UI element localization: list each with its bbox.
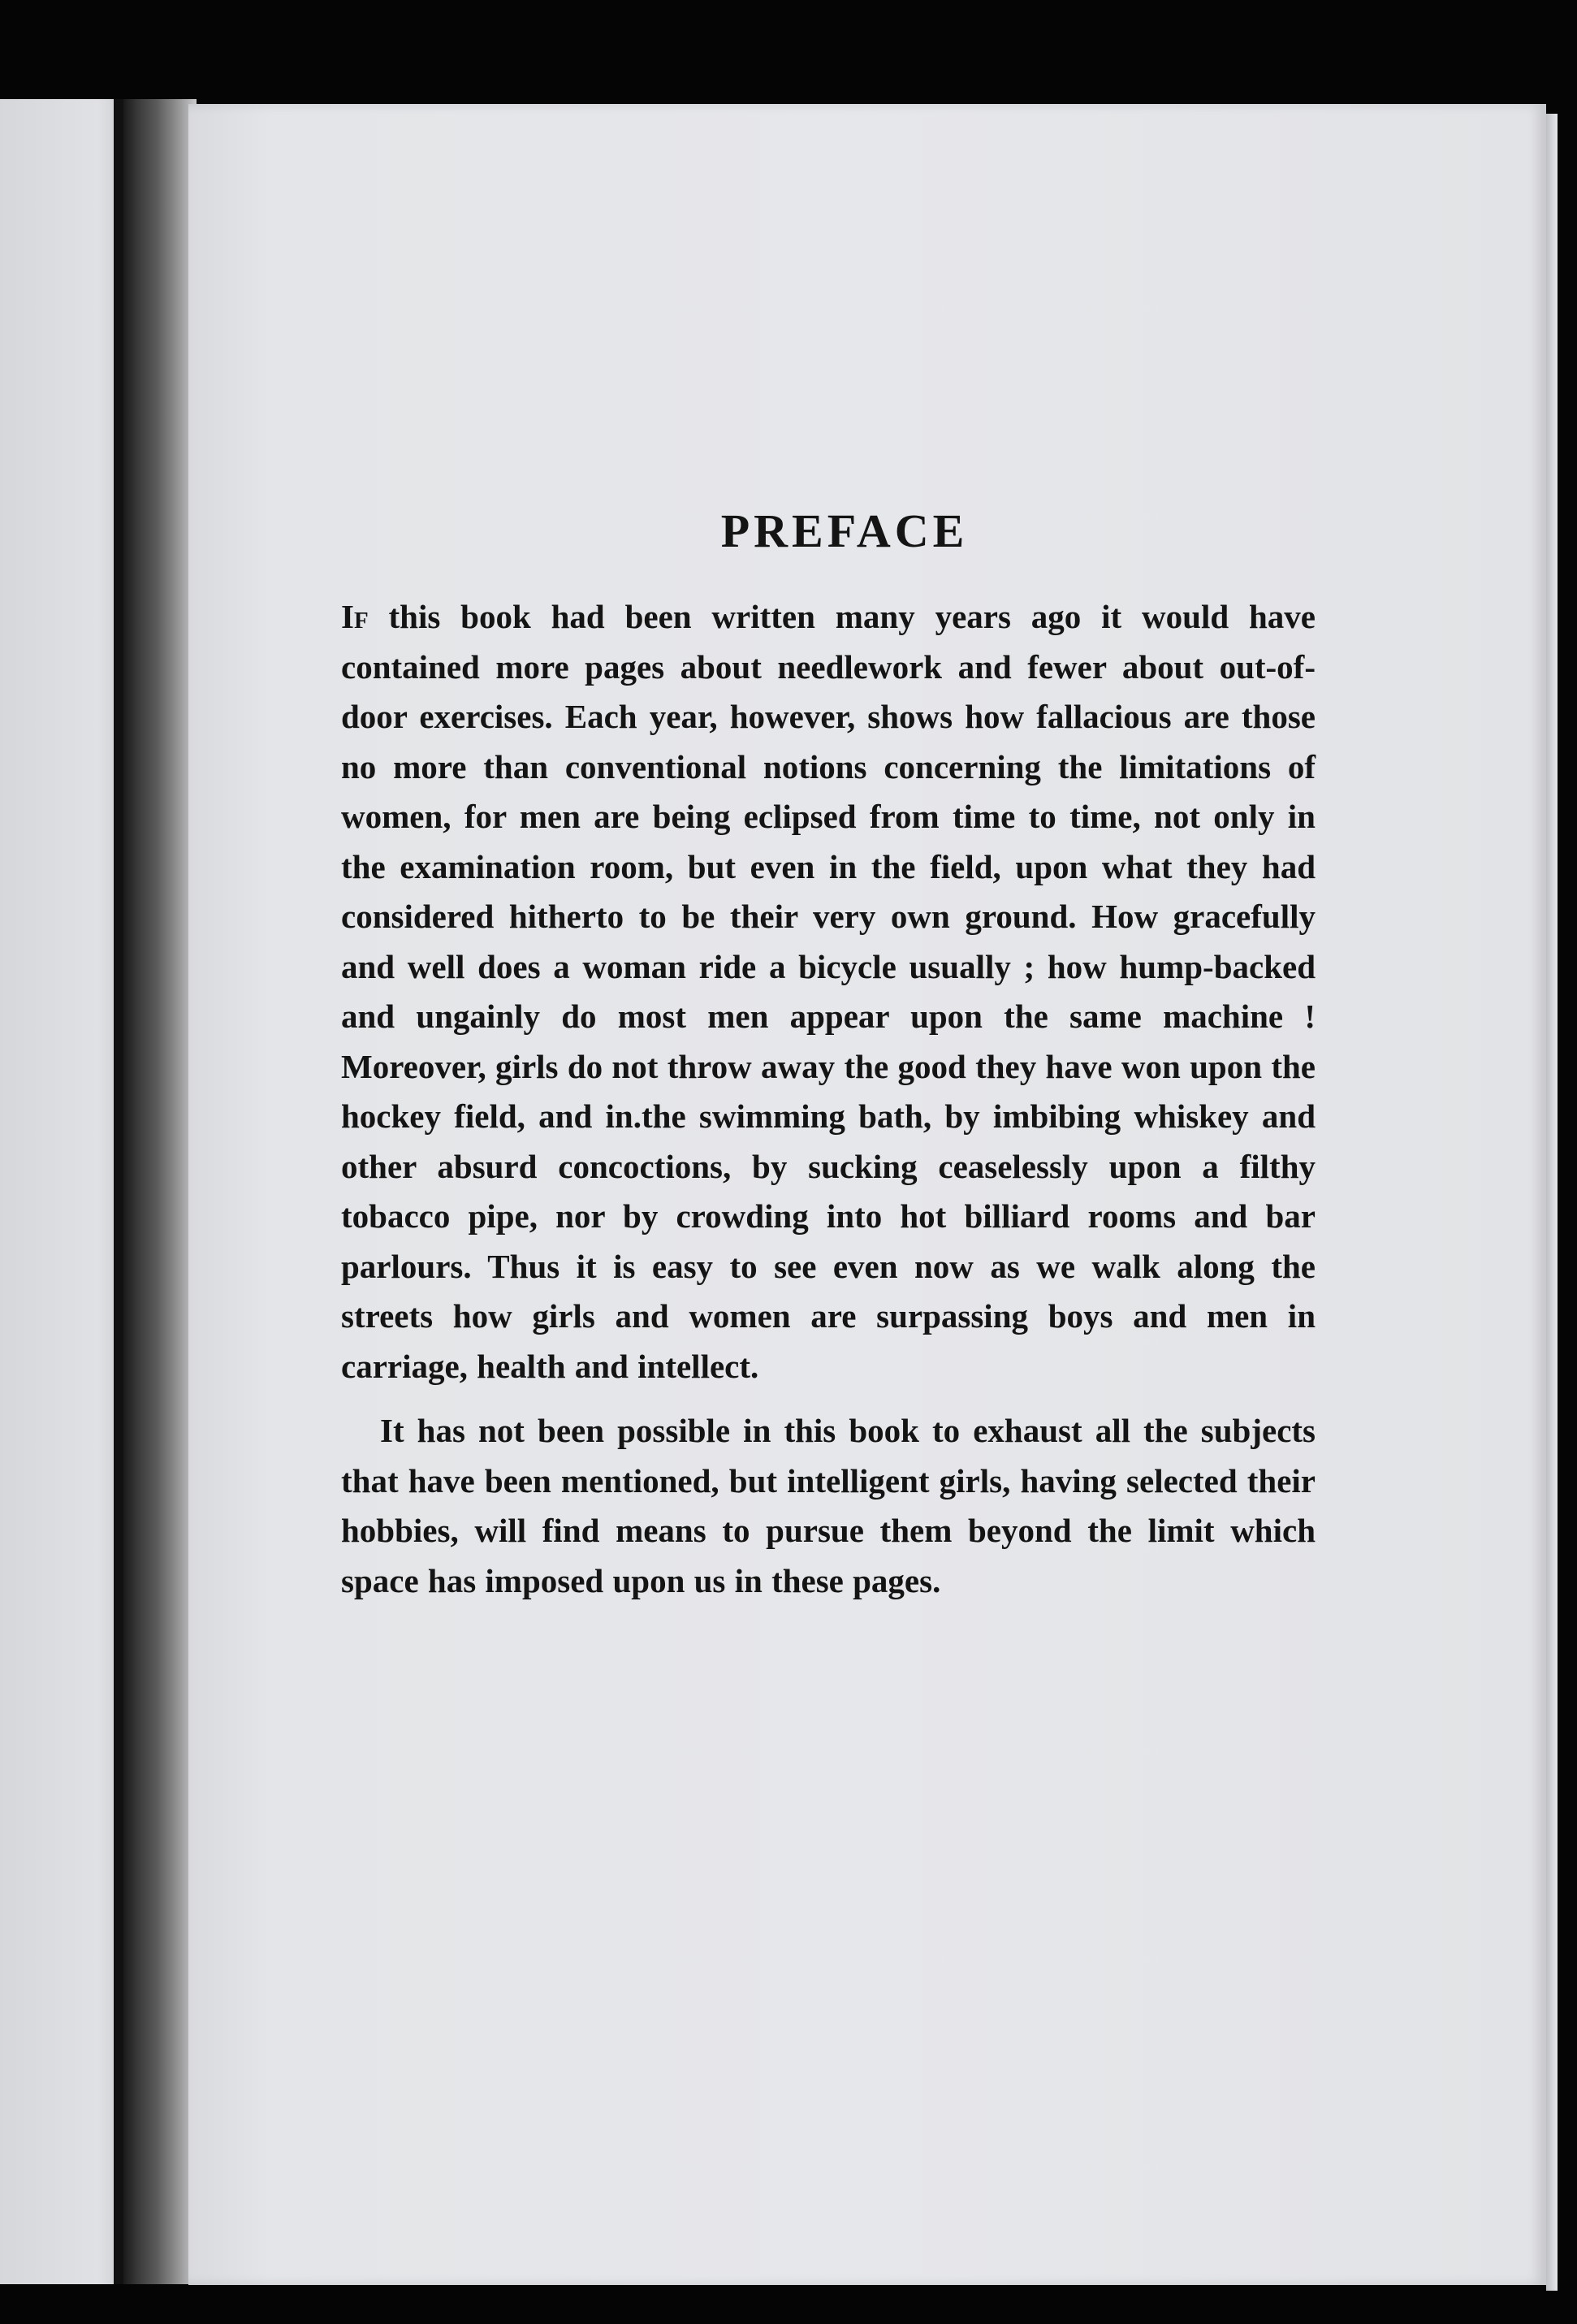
preface-paragraph-2: It has not been possible in this book to exhaust all the subjects that have been mentioned, but intelligent girls, having selected their hobbies, will find means to pursue them beyond the limit which space has imposed upon us in these pages. (341, 1412, 1316, 1599)
page-content (341, 504, 1316, 1606)
book-spine-shadow (123, 99, 197, 2284)
paragraph-text: this book had been written many years ago it would have contained more pages about needlework and fewer about out-of-door exercises. Each year, however, shows how fallacious are those no more than conventional notions concerning the limitations of women, for men are being eclipsed from time to time, not only in the examination room, but even in the field, upon what they had considered hitherto to be their very own ground. How gracefully and well does a woman ride a bicycle usually ; how hump-backed and ungainly do most men appear upon the same machine ! Moreover, girls do not throw away the good they have won upon the hockey field, and in.the swimming bath, by imbibing whiskey and other absurd concoctions, by sucking ceaselessly upon a filthy tobacco pipe, nor by crowding into hot billiard rooms and bar parlours. Thus it is easy to see even now as we walk along the streets how girls and women are surpassing boys and men in carriage, health and intellect. (341, 598, 1316, 1385)
page-edge (114, 99, 123, 2284)
preface-paragraph-1 (341, 592, 1316, 1391)
page-title: PREFACE (720, 504, 969, 557)
drop-lead-word: If (341, 598, 369, 635)
page-right-edge (1546, 114, 1558, 2291)
facing-page (0, 99, 122, 2284)
